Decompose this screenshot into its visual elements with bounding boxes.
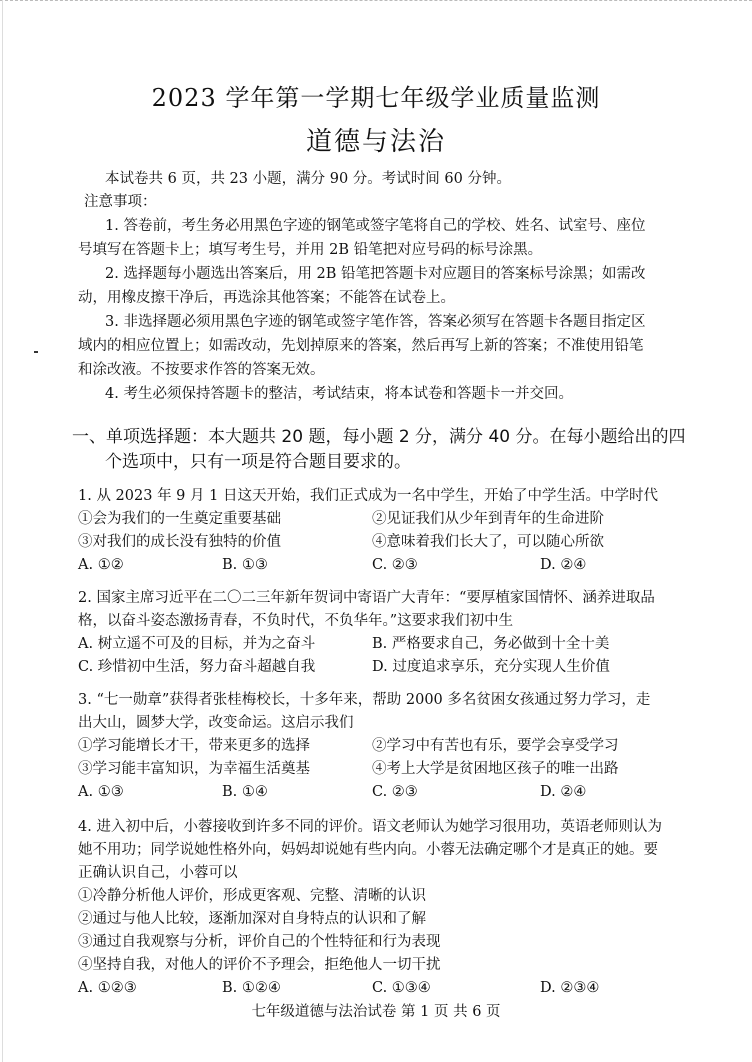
question-3-choice-c: C. ②③ (372, 784, 418, 800)
question-3-item: ④考上大学是贫困地区孩子的唯一出路 (372, 761, 619, 777)
question-1-choice-c: C. ②③ (372, 557, 418, 573)
question-4-item: ④坚持自我，对他人的评价不予理会，拒绝他人一切干扰 (78, 957, 441, 973)
question-4-choice-a: A. ①②③ (78, 980, 137, 996)
question-4-choice-d: D. ②③④ (540, 980, 600, 996)
question-1-item: ②见证我们从少年到青年的生命进阶 (372, 511, 604, 527)
exam-subject: 道德与法治 (305, 127, 446, 157)
question-2-choice-c: C. 珍惜初中生活，努力奋斗超越自我 (78, 659, 316, 675)
question-1-choice-b: B. ①③ (222, 557, 268, 573)
page-footer: 七年级道德与法治试卷 第 1 页 共 6 页 (251, 1004, 501, 1020)
note-line: 3. 非选择题必须用黑色字迹的钢笔或签字笔作答，答案必须写在答题卡各题目指定区 (105, 314, 646, 330)
note-line: 和涂改液。不按要求作答的答案无效。 (78, 362, 325, 378)
exam-title: 2023 学年第一学期七年级学业质量监测 (151, 84, 601, 112)
notes-heading: 注意事项： (84, 194, 157, 210)
scan-edge-left (2, 0, 3, 1062)
question-1-item: ③对我们的成长没有独特的价值 (78, 534, 281, 550)
question-4-stem-cont: 她不用功；同学说她性格外向，妈妈却说她有些内向。小蓉无法确定哪个才是真正的她。要 (78, 842, 658, 858)
question-4-choice-c: C. ①③④ (372, 980, 431, 996)
question-2-choice-a: A. 树立遥不可及的目标，并为之奋斗 (78, 636, 316, 652)
note-line: 1. 答卷前，考生务必用黑色字迹的钢笔或签字笔将自己的学校、姓名、试室号、座位 (105, 218, 646, 234)
question-3-choice-a: A. ①③ (78, 784, 124, 800)
question-4-stem: 4. 进入初中后，小蓉接收到许多不同的评价。语文老师认为她学习很用功，英语老师则认为 (78, 819, 662, 835)
question-1-stem: 1. 从 2023 年 9 月 1 日这天开始，我们正式成为一名中学生，开始了中学生活。中学时代 (78, 488, 658, 504)
question-2-choice-d: D. 过度追求享乐，充分实现人生价值 (372, 659, 610, 675)
question-1-choice-d: D. ②④ (540, 557, 587, 573)
section-heading-cont: 个选项中，只有一项是符合题目要求的。 (105, 452, 411, 472)
scan-edge-top (0, 0, 752, 5)
question-3-stem-cont: 出大山，圆梦大学，改变命运。这启示我们 (78, 715, 354, 731)
question-2-stem-cont: 格，以奋斗姿态激扬青春，不负时代，不负华年。”这要求我们初中生 (78, 613, 514, 629)
question-4-stem-cont: 正确认识自己，小蓉可以 (78, 865, 238, 881)
question-3-item: ③学习能丰富知识，为幸福生活奠基 (78, 761, 310, 777)
question-4-item: ③通过自我观察与分析，评价自己的个性特征和行为表现 (78, 934, 441, 950)
question-1-item: ④意味着我们长大了，可以随心所欲 (372, 534, 604, 550)
question-3-choice-d: D. ②④ (540, 784, 587, 800)
exam-intro: 本试卷共 6 页，共 23 小题，满分 90 分。考试时间 60 分钟。 (105, 171, 511, 187)
section-heading: 一、单项选择题：本大题共 20 题，每小题 2 分，满分 40 分。在每小题给出的四 (72, 427, 686, 447)
question-3-item: ①学习能增长才干，带来更多的选择 (78, 738, 310, 754)
note-line: 4. 考生必须保持答题卡的整洁，考试结束，将本试卷和答题卡一并交回。 (105, 386, 573, 402)
question-3-item: ②学习中有苦也有乐，要学会享受学习 (372, 738, 619, 754)
question-2-stem: 2. 国家主席习近平在二〇二三年新年贺词中寄语广大青年：“要厚植家国情怀、涵养进取品 (78, 590, 655, 606)
question-2-choice-b: B. 严格要求自己，务必做到十全十美 (372, 636, 610, 652)
note-line: 2. 选择题每小题选出答案后，用 2B 铅笔把答题卡对应题目的答案标号涂黑；如需改 (105, 266, 646, 282)
question-3-stem: 3. “七一勋章”获得者张桂梅校长，十多年来，帮助 2000 多名贫困女孩通过努力学习，走 (78, 692, 651, 708)
note-line: 动，用橡皮擦干净后，再选涂其他答案；不能答在试卷上。 (78, 290, 455, 306)
question-1-item: ①会为我们的一生奠定重要基础 (78, 511, 281, 527)
question-4-item: ②通过与他人比较，逐渐加深对自身特点的认识和了解 (78, 911, 426, 927)
question-3-choice-b: B. ①④ (222, 784, 268, 800)
note-line: 号填写在答题卡上；填写考生号，并用 2B 铅笔把对应号码的标号涂黑。 (78, 242, 543, 258)
question-1-choice-a: A. ①② (78, 557, 124, 573)
question-4-item: ①冷静分析他人评价，形成更客观、完整、清晰的认识 (78, 888, 426, 904)
question-4-choice-b: B. ①②④ (222, 980, 281, 996)
note-line: 域内的相应位置上；如需改动，先划掉原来的答案，然后再写上新的答案；不准使用铅笔 (78, 338, 644, 354)
scan-speck (34, 351, 38, 353)
